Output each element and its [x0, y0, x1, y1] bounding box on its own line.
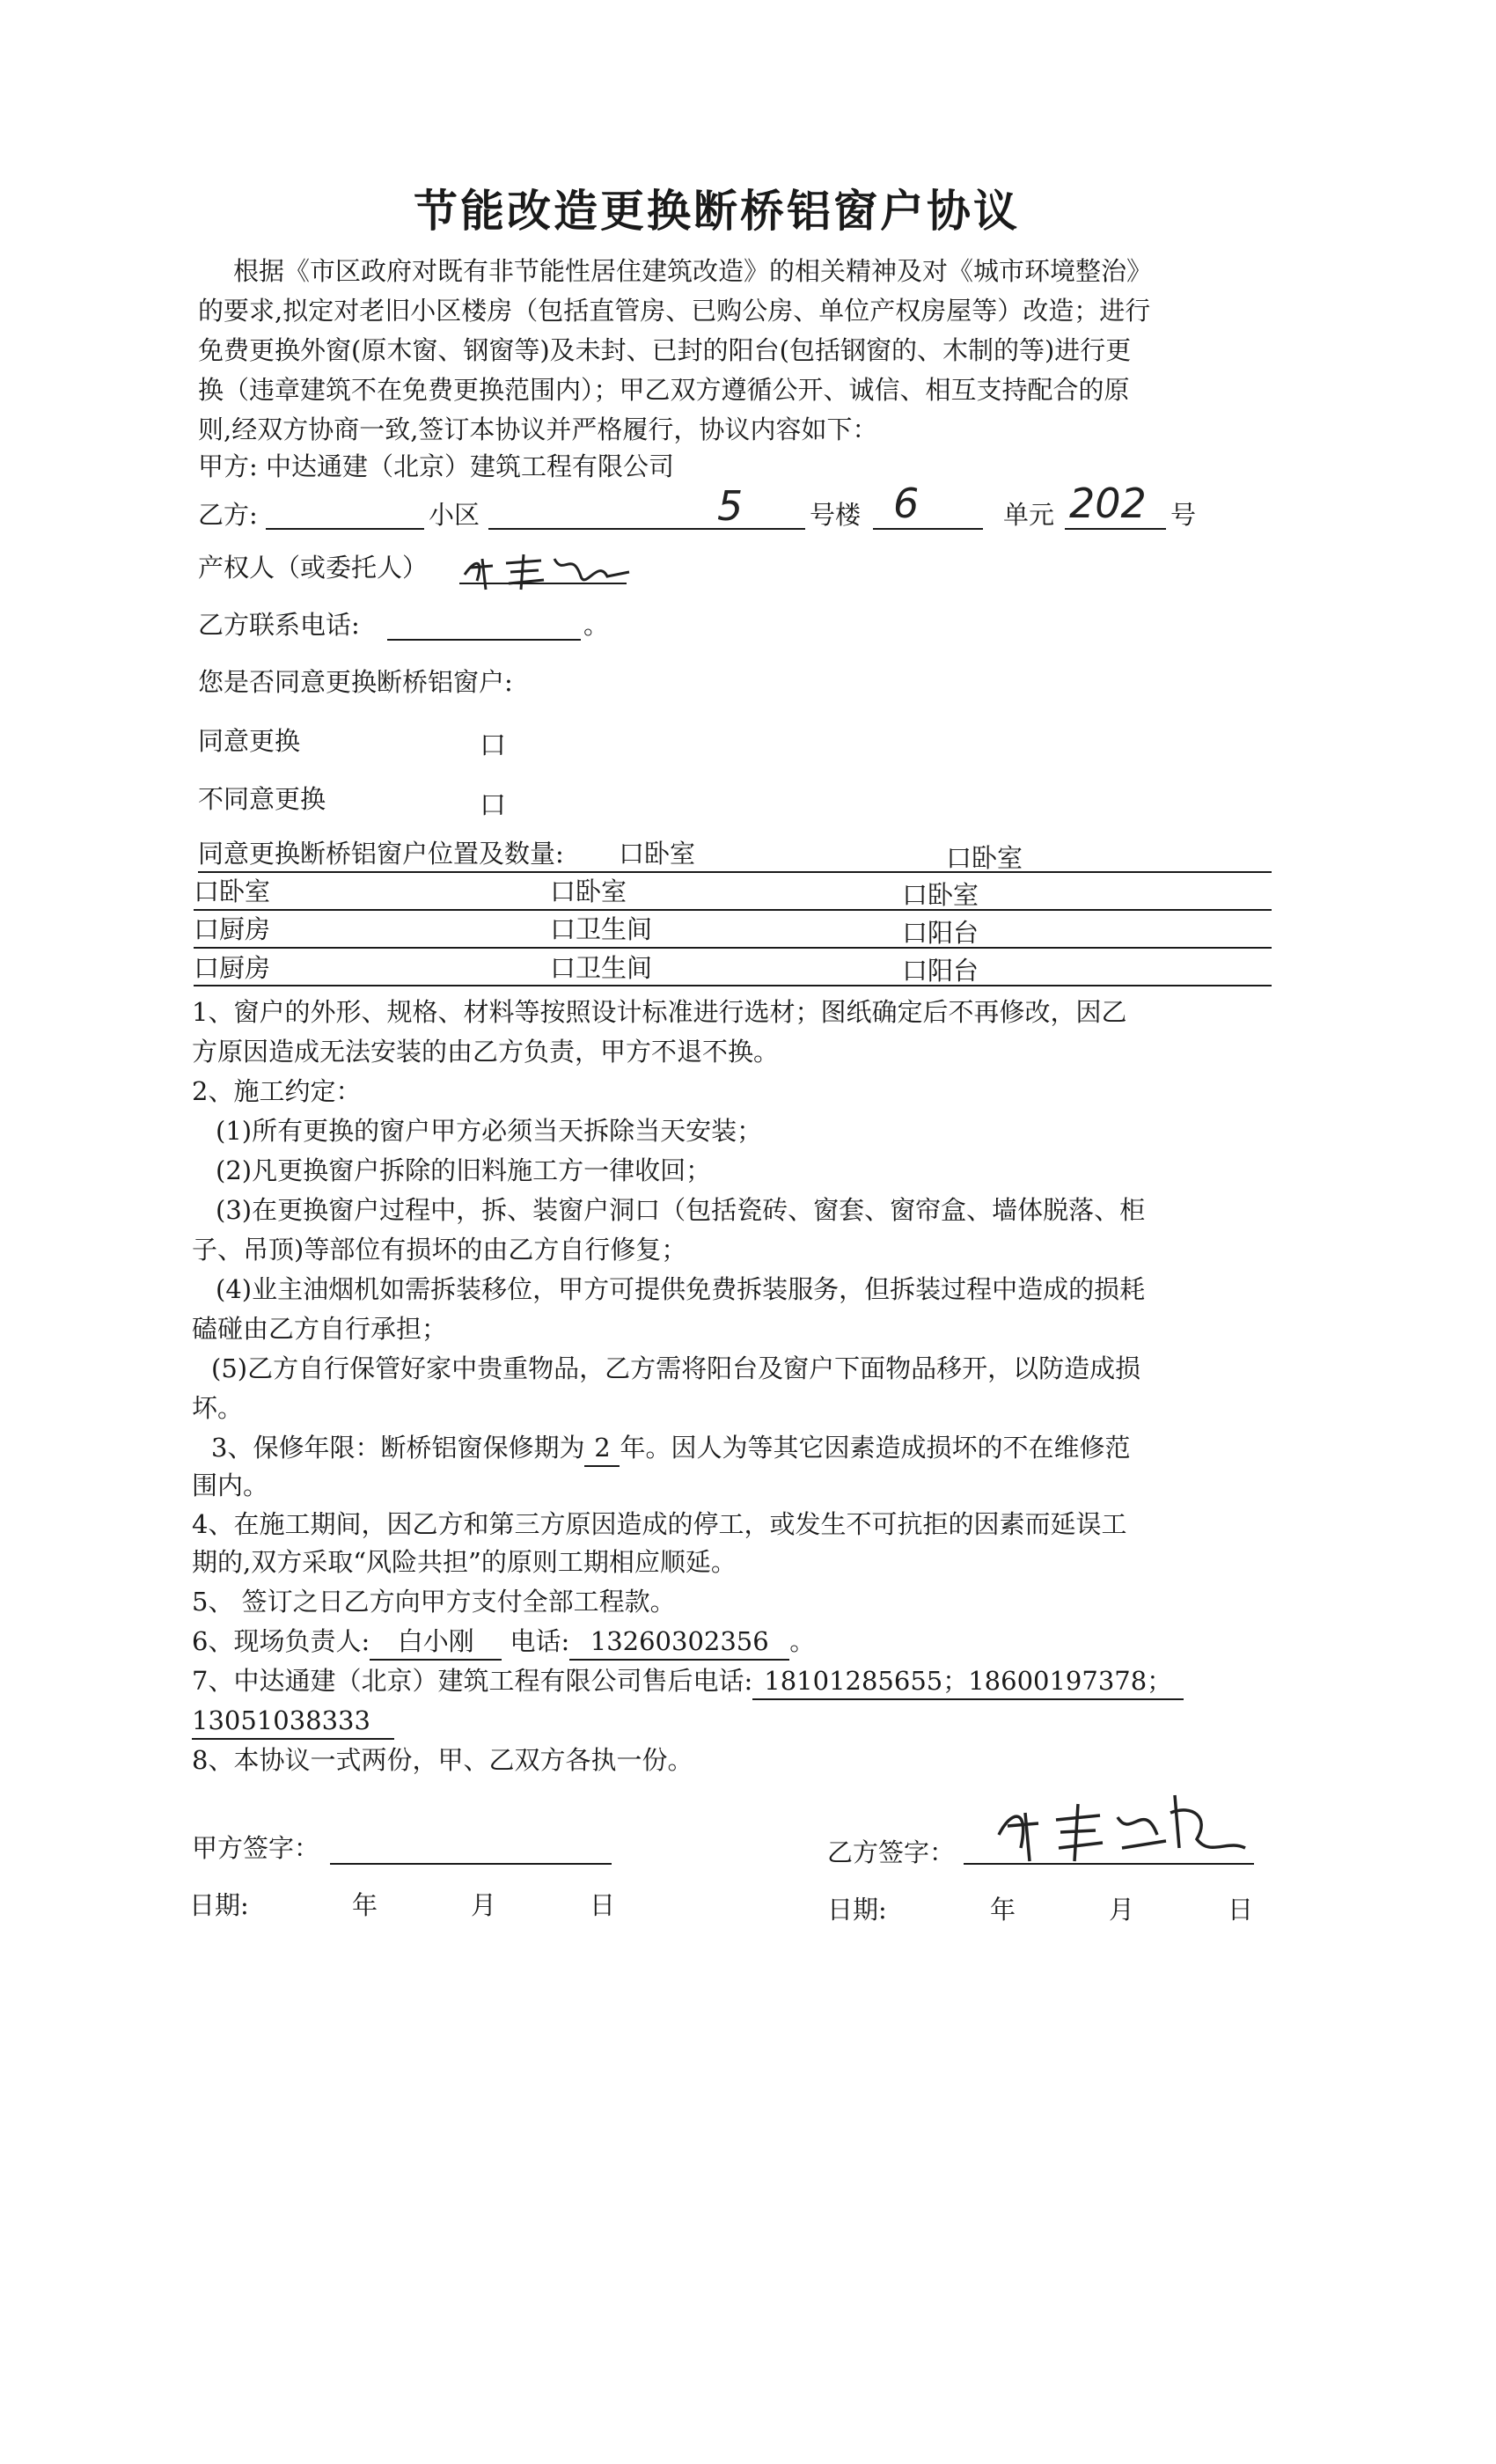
- window-bedroom-3[interactable]: 口卧室: [194, 876, 271, 906]
- window-balcony-2[interactable]: 口阳台: [902, 956, 979, 986]
- window-bedroom-2[interactable]: 口卧室: [946, 843, 1023, 873]
- term-2-3-line-2: 子、吊顶)等部位有损坏的由乙方自行修复；: [192, 1235, 687, 1265]
- disagree-checkbox[interactable]: 口: [480, 790, 506, 821]
- owner-signature: [458, 541, 634, 594]
- community-blank: [266, 528, 424, 530]
- term-1-line-1: 1、窗户的外形、规格、材料等按照设计标准进行选材；图纸确定后不再修改，因乙: [192, 997, 1127, 1027]
- term-2-4-line-1: (4)业主油烟机如需拆装移位，甲方可提供免费拆装服务，但拆装过程中造成的损耗: [216, 1274, 1146, 1304]
- room-label: 号: [1170, 500, 1197, 530]
- term-1-line-2: 方原因造成无法安装的由乙方负责，甲方不退不换。: [192, 1037, 780, 1067]
- term-2-5-line-1: (5)乙方自行保管好家中贵重物品，乙方需将阳台及窗户下面物品移开，以防造成损: [211, 1353, 1141, 1383]
- term-7-label: 7、中达通建（北京）建筑工程有限公司售后电话:: [192, 1666, 753, 1696]
- term-3-post: 年。因人为等其它因素造成损坏的不在维修范: [620, 1433, 1131, 1463]
- window-bedroom-1[interactable]: 口卧室: [619, 839, 696, 869]
- term-6-suffix: 。: [789, 1626, 816, 1656]
- party-b-date-month: 月: [1109, 1895, 1135, 1925]
- term-7-phone-3: [192, 1703, 394, 1740]
- window-bathroom-2[interactable]: 口卫生间: [550, 953, 653, 983]
- term-7: [192, 1663, 1184, 1700]
- disagree-label: 不同意更换: [198, 784, 326, 814]
- term-3-line-1: [211, 1430, 1130, 1467]
- intro-line-4: 换（违章建筑不在免费更换范围内）；甲乙双方遵循公开、诚信、相互支持配合的原: [198, 375, 1130, 405]
- party-a-sign-line[interactable]: [330, 1863, 612, 1865]
- unit-label: 单元: [1003, 500, 1055, 530]
- term-6: [192, 1624, 815, 1661]
- intro-line-1: 根据《市区政府对既有非节能性居住建筑改造》的相关精神及对《城市环境整治》: [233, 256, 1153, 286]
- party-a-date-day: 日: [590, 1890, 616, 1920]
- after-sales-phones: 18101285655；18600197378；: [752, 1663, 1184, 1700]
- term-3-pre: 3、保修年限：断桥铝窗保修期为: [211, 1433, 585, 1463]
- room-blank: [1065, 528, 1166, 530]
- term-4-line-1: 4、在施工期间，因乙方和第三方原因造成的停工，或发生不可抗拒的因素而延误工: [192, 1509, 1127, 1539]
- party-a: 甲方: 中达通建（北京）建筑工程有限公司: [198, 451, 674, 481]
- window-row-0-line: [198, 871, 1272, 873]
- site-manager-phone: 13260302356: [569, 1624, 789, 1661]
- window-bedroom-5[interactable]: 口卧室: [902, 880, 979, 910]
- community-label: 小区: [429, 500, 480, 530]
- unit-number: 6: [893, 480, 920, 527]
- intro-line-2: 的要求,拟定对老旧小区楼房（包括直管房、已购公房、单位产权房屋等）改造；进行: [198, 296, 1151, 326]
- intro-line-5: 则,经双方协商一致,签订本协议并严格履行，协议内容如下：: [198, 414, 878, 444]
- intro-line-3: 免费更换外窗(原木窗、钢窗等)及未封、已封的阳台(包括钢窗的、木制的等)进行更: [198, 335, 1132, 365]
- party-b-label: 乙方:: [198, 500, 258, 530]
- owner-label: 产权人（或委托人）: [198, 553, 429, 583]
- window-bathroom-1[interactable]: 口卫生间: [550, 914, 653, 944]
- party-a-date-month: 月: [471, 1890, 497, 1920]
- party-a-date-year: 年: [352, 1890, 378, 1920]
- after-sales-phone-3: 13051038333: [192, 1703, 394, 1740]
- term-3-line-2: 围内。: [192, 1470, 269, 1500]
- term-5: 5、 签订之日乙方向甲方支付全部工程款。: [192, 1587, 676, 1617]
- party-b-date-label: 日期:: [827, 1895, 887, 1925]
- agree-checkbox[interactable]: 口: [480, 730, 506, 761]
- building-blank: [488, 528, 805, 530]
- document-title: 节能改造更换断桥铝窗户协议: [414, 185, 1020, 237]
- party-b-date-day: 日: [1228, 1895, 1254, 1925]
- unit-blank: [873, 528, 983, 530]
- term-4-line-2: 期的,双方采取“风险共担”的原则工期相应顺延。: [192, 1547, 737, 1577]
- window-row-1-line: [194, 909, 1272, 911]
- window-bedroom-4[interactable]: 口卧室: [550, 876, 627, 906]
- term-6-label: 6、现场负责人:: [192, 1626, 370, 1656]
- party-a-date-label: 日期:: [189, 1890, 249, 1920]
- term-2-3-line-1: (3)在更换窗户过程中，拆、装窗户洞口（包括瓷砖、窗套、窗帘盒、墙体脱落、柜: [216, 1195, 1146, 1225]
- party-b-phone-blank[interactable]: [387, 639, 581, 641]
- windows-label: 同意更换断桥铝窗户位置及数量:: [198, 839, 564, 869]
- term-2-5-line-2: 坏。: [192, 1393, 244, 1423]
- term-2-1: (1)所有更换的窗户甲方必须当天拆除当天安装；: [216, 1116, 763, 1146]
- window-row-3-line: [194, 985, 1272, 986]
- party-b-phone-suffix: 。: [583, 610, 610, 640]
- window-kitchen-2[interactable]: 口厨房: [194, 953, 271, 983]
- term-2-4-line-2: 磕碰由乙方自行承担；: [192, 1314, 448, 1344]
- room-number: 202: [1069, 480, 1147, 527]
- term-8: 8、本协议一式两份，甲、乙双方各执一份。: [192, 1745, 693, 1775]
- party-b-signature: [990, 1786, 1254, 1870]
- window-kitchen-1[interactable]: 口厨房: [194, 914, 271, 944]
- party-b-phone-label: 乙方联系电话:: [198, 610, 360, 640]
- party-b-sign-label: 乙方签字：: [827, 1837, 956, 1867]
- term-2: 2、施工约定：: [192, 1076, 362, 1106]
- term-6-phone-label: 电话:: [510, 1626, 570, 1656]
- warranty-years: 2: [584, 1430, 620, 1467]
- building-label: 号楼: [810, 500, 862, 530]
- agree-label: 同意更换: [198, 726, 301, 756]
- party-a-sign-label: 甲方签字：: [192, 1833, 320, 1863]
- building-number: 5: [717, 482, 744, 530]
- term-2-2: (2)凡更换窗户拆除的旧料施工方一律收回；: [216, 1155, 712, 1185]
- window-row-2-line: [194, 947, 1272, 949]
- party-b-date-year: 年: [990, 1895, 1016, 1925]
- site-manager-name: 白小刚: [370, 1624, 502, 1661]
- window-balcony-1[interactable]: 口阳台: [902, 918, 979, 948]
- agree-question: 您是否同意更换断桥铝窗户:: [198, 667, 513, 697]
